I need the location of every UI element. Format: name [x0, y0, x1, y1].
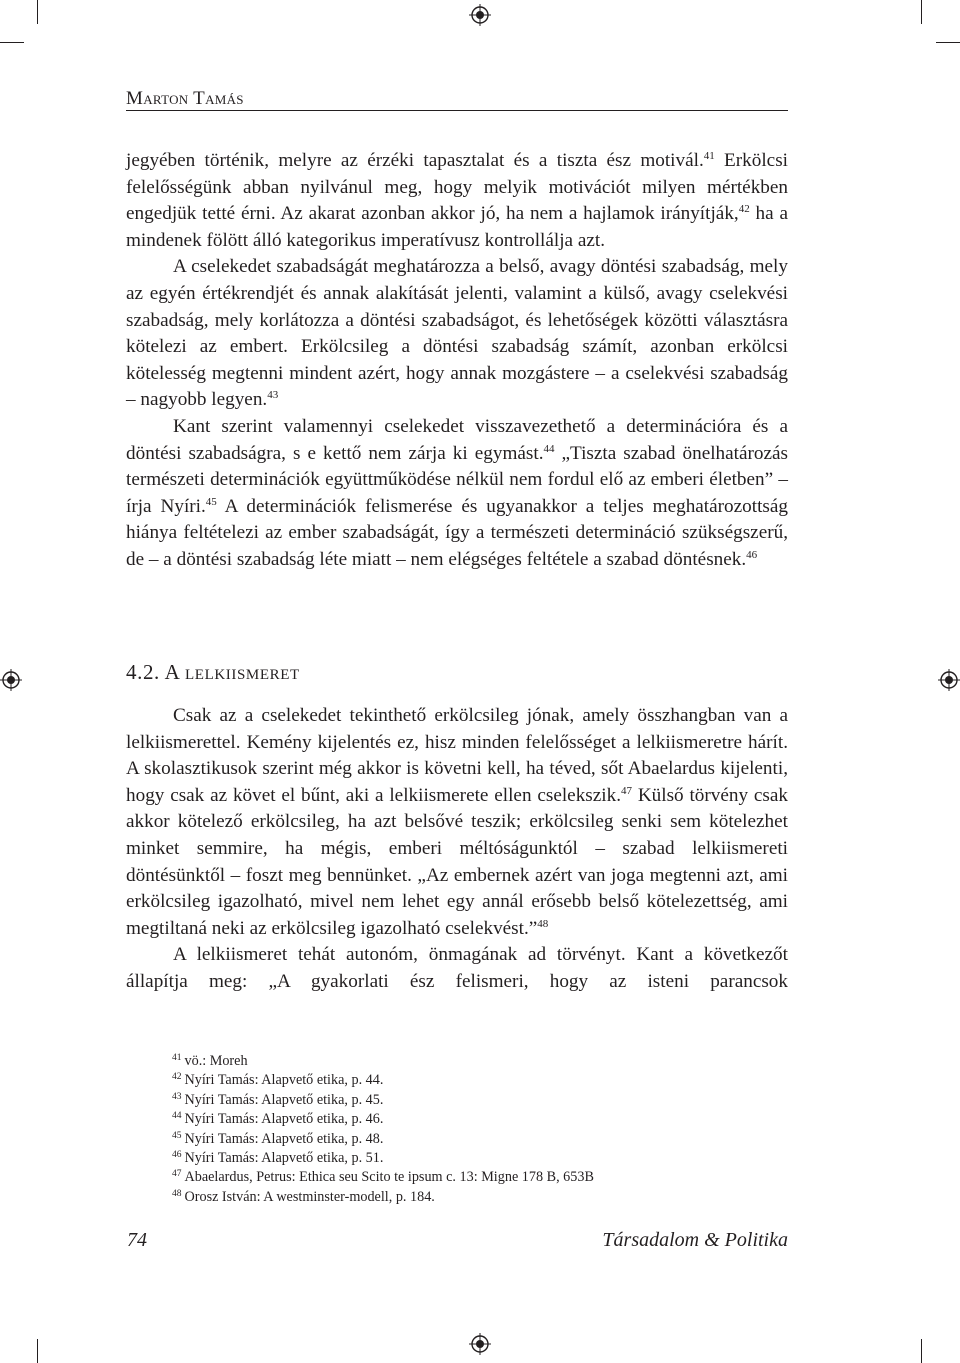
paragraph	[126, 703, 788, 942]
crop-mark-top-right-horizontal	[936, 42, 960, 43]
text-run: Külső törvény csak akkor kötelező erkölcsileg, ha azt belsővé teszik; erkölcsileg senki sem kötelezhet minket semmire, ha mégis, emberi méltóságunktól – szabad lelkiismereti döntésünktől – foszt meg bennünket. „Az embernek azért van joga megtenni azt, ami erkölcsileg igazolható, mivel nem lehet egy annál erősebb belső kötelezettség, ami megtiltaná neki az erkölcsileg igazolható cselekvést.”	[126, 784, 788, 939]
running-head-rule	[126, 110, 788, 111]
footnote-number: 44	[172, 1111, 182, 1122]
paragraph	[126, 942, 788, 995]
footnote	[172, 1110, 792, 1129]
footnote-ref[interactable]: 48	[537, 917, 549, 930]
body-text-bottom	[126, 703, 788, 996]
text-run: A cselekedet szabadságát meghatározza a belső, avagy döntési szabadság, mely az egyén értékrendjét és annak alakítását jelenti, valamint a külső, avagy cselekvési szabadság, mely korlátozza a döntési szabadságot, és lehetőségek közötti választásra kötelezi az embert. Erkölcsileg a döntési szabadság számít, azonban erkölcsi kötelesség megtenni mindent azért, hogy annak mozgástere – a cselekvési szabadság – nagyobb legyen.	[126, 256, 788, 411]
footnote-text: Nyíri Tamás: Alapvető etika, p. 46.	[184, 1111, 384, 1128]
footnote-text: Nyíri Tamás: Alapvető etika, p. 51.	[184, 1150, 384, 1167]
registration-mark-left	[0, 669, 22, 691]
running-head: Marton Tamás	[126, 88, 244, 109]
crop-mark-top-left-vertical	[37, 0, 38, 24]
text-run: Kant szerint valamennyi cselekedet visszavezethető a determinációra és a döntési szabadságra, s e kettő nem zárja ki egymást.	[126, 415, 788, 464]
journal-title: Társadalom & Politika	[602, 1229, 788, 1251]
footnote-text: Nyíri Tamás: Alapvető etika, p. 45.	[184, 1091, 384, 1108]
crop-mark-bottom-right-vertical	[921, 1339, 922, 1363]
footnote	[172, 1052, 792, 1071]
footnote-number: 41	[172, 1053, 182, 1063]
footnote	[172, 1149, 792, 1168]
footnote	[172, 1168, 792, 1187]
registration-mark-right	[938, 669, 960, 691]
footnote-text: Abaelardus, Petrus: Ethica seu Scito te ipsum c. 13: Migne 178 B, 653B	[184, 1169, 594, 1186]
text-run: ha a mindenek fölött álló kategorikus imperatívusz kontrollálja azt.	[126, 203, 788, 251]
paragraph	[126, 148, 788, 254]
registration-mark-bottom	[469, 1333, 491, 1355]
crop-mark-top-left-horizontal	[0, 42, 24, 43]
footnote-number: 46	[172, 1150, 182, 1161]
footnote-ref[interactable]: 41	[703, 150, 715, 162]
footnote-text: Nyíri Tamás: Alapvető etika, p. 48.	[184, 1130, 384, 1147]
crop-mark-top-right-vertical	[921, 0, 922, 24]
footnote-text: vö.: Moreh	[184, 1053, 248, 1069]
text-run: Erkölcsi felelősségünk abban nyilvánul meg, hogy melyik motivációt milyen mértékben engedjük tetté érni. Az akarat azonban akkor jó, ha nem a hajlamok irányítják,	[126, 150, 788, 225]
footnote-ref[interactable]: 45	[205, 495, 217, 508]
footnote-text: Orosz István: A westminster-modell, p. 184.	[184, 1188, 435, 1205]
text-run: A determinációk felismerése és ugyanakkor a teljes meghatározottság hiánya feltételezi az ember szabadságát, így a természeti determináció szükségszerű, de – a döntési szabadság léte miatt – nem elégséges feltétele a szabad döntésnek.	[126, 495, 788, 570]
footnote-number: 43	[172, 1091, 182, 1102]
footnote-ref[interactable]: 44	[543, 442, 555, 455]
footnote-number: 42	[172, 1072, 182, 1083]
page-number: 74	[127, 1229, 147, 1251]
footnote-number: 47	[172, 1169, 182, 1180]
text-run: A lelkiismeret tehát autonóm, önmagának ad törvényt. Kant a következőt állapítja meg: „A gyakorlati ész felismeri, hogy az isteni parancsok	[126, 944, 788, 992]
body-text-top	[126, 148, 788, 574]
footnote-number: 45	[172, 1130, 182, 1141]
paragraph	[126, 414, 788, 574]
footnote	[172, 1071, 792, 1090]
text-run: Csak az a cselekedet tekinthető erkölcsileg jónak, amely összhangban van a lelkiismerettel. Kemény kijelentés ez, hisz minden felelősséget a lelkiismeretre hárít. A skolasztikusok szerint még akkor is követni kell, ha téved, sőt Abaelardus kijelenti, hogy csak az követ el bűnt, aki a lelkiismerete ellen cselekszik.	[126, 705, 788, 806]
footnote	[172, 1188, 792, 1207]
footnotes	[172, 1052, 792, 1207]
footnote-text: Nyíri Tamás: Alapvető etika, p. 44.	[184, 1072, 384, 1089]
crop-mark-bottom-left-vertical	[37, 1339, 38, 1363]
registration-mark-top	[469, 4, 491, 26]
footnote-ref[interactable]: 42	[738, 203, 750, 216]
text-run: jegyében történik, melyre az érzéki tapasztalat és a tiszta ész motivál.	[126, 150, 704, 171]
text-run: „Tiszta szabad önelhatározás természeti determinációk együttműködése nélkül nem fordul elő az emberi életben” – írja Nyíri.	[126, 442, 788, 517]
footnote-ref[interactable]: 46	[746, 548, 758, 561]
paragraph	[126, 254, 788, 414]
footnote-number: 48	[172, 1188, 182, 1199]
footnote-ref[interactable]: 43	[267, 389, 279, 402]
footnote-ref[interactable]: 47	[621, 784, 632, 797]
footnote	[172, 1130, 792, 1149]
footnote	[172, 1091, 792, 1110]
section-heading: 4.2. A lelkiismeret	[126, 660, 300, 684]
